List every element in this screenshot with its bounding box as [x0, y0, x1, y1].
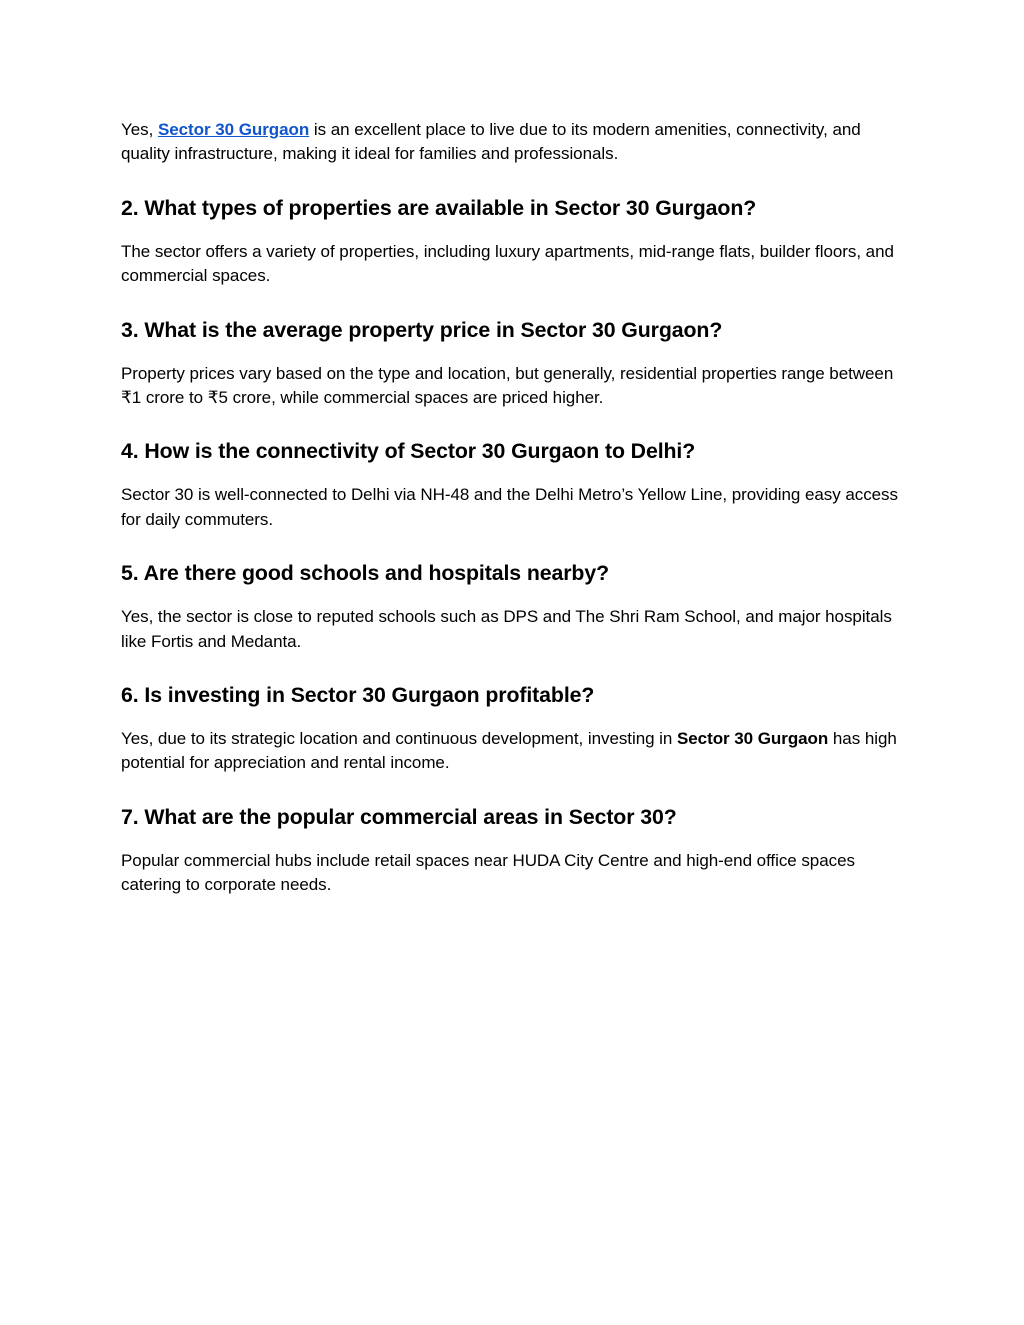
- faq-answer-6-bold: Sector 30 Gurgaon: [676, 729, 829, 749]
- sector-30-gurgaon-link[interactable]: Sector 30 Gurgaon: [157, 120, 310, 139]
- document-page: [121, 118, 901, 925]
- faq-answer-3: Property prices vary based on the type and location, but generally, residential properties range between ₹1 crore to ₹5 crore, while commercial spaces are priced higher.: [121, 363, 894, 408]
- faq-question-7: 7. What are the popular commercial areas in Sector 30?: [121, 804, 677, 829]
- faq-question-6: 6. Is investing in Sector 30 Gurgaon profitable?: [121, 683, 595, 708]
- faq-answer-6: [121, 727, 901, 776]
- faq-item-3: [121, 316, 901, 411]
- faq-answer-2: The sector offers a variety of properties, including luxury apartments, mid-range flats, builder floors, and commercial spaces.: [121, 241, 894, 286]
- faq-question-3: 3. What is the average property price in Sector 30 Gurgaon?: [121, 317, 723, 342]
- faq-question-5: 5. Are there good schools and hospitals nearby?: [121, 561, 609, 586]
- faq-answer-4: Sector 30 is well-connected to Delhi via NH-48 and the Delhi Metro’s Yellow Line, providing easy access for daily commuters.: [121, 485, 898, 529]
- faq-answer-7: Popular commercial hubs include retail spaces near HUDA City Centre and high-end office spaces catering to corporate needs.: [121, 850, 855, 895]
- intro-paragraph: [121, 118, 901, 167]
- faq-item-4: [121, 437, 901, 532]
- faq-item-2: [121, 194, 901, 289]
- faq-item-5: [121, 559, 901, 654]
- faq-question-2: 2. What types of properties are available in Sector 30 Gurgaon?: [121, 195, 757, 220]
- faq-question-4: 4. How is the connectivity of Sector 30 Gurgaon to Delhi?: [121, 439, 696, 464]
- intro-prefix: Yes,: [121, 120, 158, 139]
- intro-suffix: is an excellent place to live due to its modern amenities, connectivity, and quality infrastructure, making it ideal for families and professionals.: [121, 120, 861, 164]
- faq-answer-6-prefix: Yes, due to its strategic location and continuous development, investing in: [121, 729, 677, 749]
- faq-answer-5: Yes, the sector is close to reputed schools such as DPS and The Shri Ram School, and major hospitals like Fortis and Medanta.: [121, 607, 892, 651]
- faq-answer-6-suffix: has high potential for appreciation and rental income.: [121, 729, 897, 773]
- faq-item-6: [121, 681, 901, 776]
- faq-item-7: [121, 803, 901, 898]
